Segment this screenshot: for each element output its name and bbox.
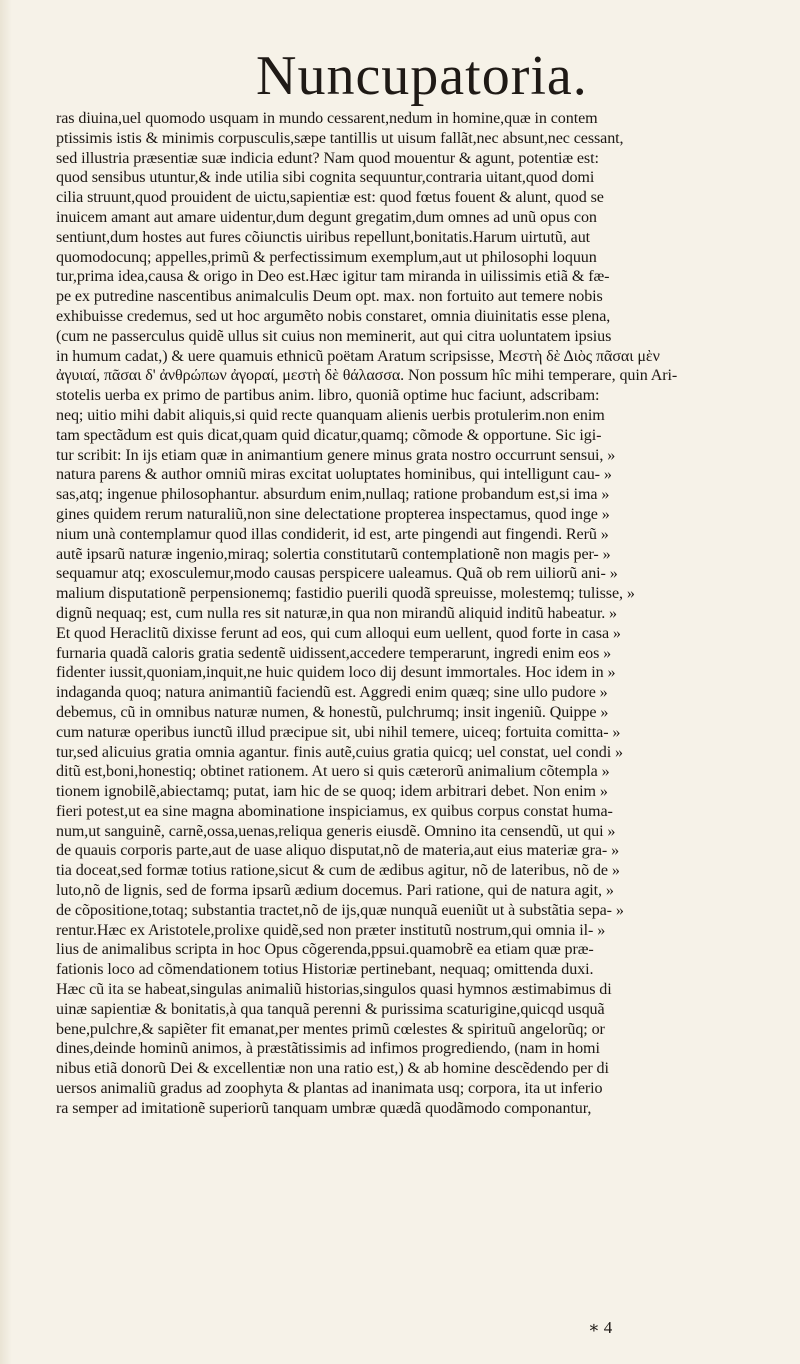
- text-line: num,ut sanguinẽ, carnẽ,ossa,uenas,reliqua generis eiusdẽ. Omnino ita censendũ, ut qui »: [56, 822, 616, 840]
- page-edge-shadow: [0, 0, 12, 1364]
- text-line: tur scribit: In ijs etiam quæ in animantium genere minus grata nostro occurrunt sensui, »: [56, 446, 616, 464]
- text-line: indaganda quoq; natura animantiũ faciendũ est. Aggredi enim quæq; sine ullo pudore »: [56, 684, 608, 702]
- text-line: ptissimis istis & minimis corpusculis,sæpe tantillis ut uisum fallãt,nec absunt,nec cessant,: [56, 129, 624, 147]
- text-line: uinæ sapientiæ & bonitatis,à qua tanquã perenni & purissima scaturigine,quicqd usquã: [56, 1000, 605, 1018]
- text-line: de quauis corporis parte,aut de uase aliquo disputat,nõ de materia,aut eius materiæ gra- »: [56, 842, 620, 860]
- text-line: malium disputationẽ perpensionemq; fastidio puerili quodã spreuisse, molestemq; tulisse, »: [56, 585, 635, 603]
- text-line: sequamur atq; exosculemur,modo causas perspicere ualeamus. Quã ob rem uiliorũ ani- »: [56, 565, 618, 583]
- text-line: tionem ignobilẽ,abiectamq; putat, iam hic de se quoq; idem arbitrari debet. Non enim »: [56, 783, 608, 801]
- text-line: neq; uitio mihi dabit aliquis,si quid recte quanquam alienis uerbis protulerim.non enim: [56, 406, 605, 424]
- text-line: cum naturæ operibus iunctũ illud præcipue sit, ubi nihil temere, uiceq; fortuita comitta- »: [56, 723, 621, 741]
- text-line: inuicem amant aut amare uidentur,dum degunt gregatim,dum omnes ad unũ opus con: [56, 208, 597, 226]
- text-line: ditũ est,boni,honestiq; obtinet rationem. At uero si quis cæterorũ animalium cõtempla »: [56, 763, 610, 781]
- text-line: lius de animalibus scripta in hoc Opus cõgerenda,ppsui.quamobrẽ ea etiam quæ præ-: [56, 941, 594, 959]
- text-line: pe ex putredine nascentibus animalculis Deum opt. max. non fortuito aut temere nobis: [56, 288, 603, 306]
- text-line: natura parens & author omniũ miras excitat uoluptates hominibus, qui intelligunt cau- »: [56, 466, 612, 484]
- text-line: quod sensibus utuntur,& inde utilia sibi cognita sequuntur,contraria uitant,quod domi: [56, 169, 595, 187]
- text-line: luto,nõ de lignis, sed de forma ipsarũ ædium docemus. Pari ratione, qui de natura agit, »: [56, 882, 614, 900]
- text-line: ra semper ad imitationẽ superiorũ tanquam umbræ quædã quodãmodo componantur,: [56, 1099, 592, 1117]
- text-line: tur,sed alicuius gratia omnia agantur. finis autẽ,cuius gratia quicq; uel constat, uel condi »: [56, 743, 623, 761]
- text-line: in humum cadat,) & uere quamuis ethnicũ poëtam Aratum scripsisse, Μεστὴ δὲ Διὸς πᾶσαι μὲν: [56, 347, 660, 365]
- text-line: sed illustria præsentiæ suæ indicia edunt? Nam quod mouentur & agunt, potentiæ est:: [56, 149, 599, 167]
- text-block: [56, 109, 792, 1119]
- text-line: tia doceat,sed formæ totius ratione,sicut & cum de ædibus agitur, nõ de lateribus, nõ de »: [56, 862, 620, 880]
- text-line: stotelis uerba ex primo de partibus anim. libro, quoniã optime huc faciunt, adscribam:: [56, 387, 600, 405]
- text-line: tur,prima idea,causa & origo in Deo est.Hæc igitur tam miranda in uilissimis etiã & fæ-: [56, 268, 610, 286]
- text-line: furnaria quadã caloris gratia sedentẽ uidissent,accedere temperarunt, ingredi enim eos »: [56, 644, 612, 662]
- text-line: fieri potest,ut ea sine magna abominatione inspiciamus, ex quibus corpus constat huma-: [56, 802, 613, 820]
- page-title: Nuncupatoria.: [256, 45, 588, 107]
- text-line: exhibuisse credemus, sed ut hoc argumẽto nobis constaret, omnia diuinitatis esse plena,: [56, 307, 611, 325]
- text-line: cilia struunt,quod prouident de uictu,sapientiæ est: quod fœtus fouent & alunt, quod se: [56, 189, 604, 207]
- text-line: dignũ nequaq; est, cum nulla res sit naturæ,in qua non mirandũ aliquid inditũ habeatur. »: [56, 604, 617, 622]
- text-line: dines,deinde hominũ animos, à præstãtissimis ad infimos progrediendo, (nam in homi: [56, 1040, 600, 1058]
- text-line: rentur.Hæc ex Aristotele,prolixe quidẽ,sed non præter institutũ nostrum,qui omnia il- »: [56, 921, 606, 939]
- text-line: sentiunt,dum hostes aut fures cõiunctis uiribus repellunt,bonitatis.Harum uirtutũ, aut: [56, 228, 591, 246]
- text-line: nium unà contemplamur quod illas condiderit, id est, arte pingendi aut fingendi. Rerũ »: [56, 525, 609, 543]
- text-line: Hæc cũ ita se habeat,singulas animaliũ historias,singulos quasi hymnos æstimabimus di: [56, 981, 612, 999]
- text-line: gines quidem rerum naturaliũ,non sine delectatione propterea inspectamus, quod inge »: [56, 505, 610, 523]
- text-line: tam spectãdum est quis dicat,quam quid dicatur,quamq; cõmode & opportune. Sic igi-: [56, 426, 602, 444]
- text-line: de cõpositione,totaq; substantia tractet,nõ de ijs,quæ nunquã eueniũt ut à substãtia sepa- »: [56, 901, 624, 919]
- text-line: debemus, cũ in omnibus naturæ numen, & honestũ, pulchrumq; insit ingeniũ. Quippe »: [56, 703, 609, 721]
- text-line: ἀγυιαί, πᾶσαι δ' ἀνθρώπων ἀγοραί, μεστὴ δὲ θάλασσα. Non possum hîc mihi temperare, quin Ari-: [56, 367, 678, 385]
- text-line: bene,pulchre,& sapiẽter fit emanat,per mentes primũ cœlestes & spirituũ angelorũq; or: [56, 1020, 605, 1038]
- text-line: (cum ne passerculus quidẽ ullus sit cuius non meminerit, aut qui citra uoluntatem ipsius: [56, 327, 612, 345]
- text-line: sas,atq; ingenue philosophantur. absurdum enim,nullaq; ratione probandum est,si ima »: [56, 486, 610, 504]
- text-line: uersos animaliũ gradus ad zoophyta & plantas ad inanimata usq; corpora, ita ut inferio: [56, 1080, 603, 1098]
- text-line: Et quod Heraclitũ dixisse ferunt ad eos, qui cum alloqui eum uellent, quod forte in casa »: [56, 624, 621, 642]
- text-line: fidenter iussit,quoniam,inquit,ne huic quidem loco dij desunt immortales. Hoc idem in »: [56, 664, 616, 682]
- signature-mark: ∗ 4: [588, 1318, 613, 1337]
- text-line: nibus etiã donorũ Dei & excellentiæ non una ratio est,) & ab homine descẽdendo per di: [56, 1060, 609, 1078]
- text-line: fationis loco ad cõmendationem totius Historiæ pertinebant, nequaq; omittenda duxi.: [56, 961, 594, 979]
- text-line: quomodocunq; appelles,primũ & perfectissimum exemplum,aut ut philosophi loquun: [56, 248, 597, 266]
- text-line: autẽ ipsarũ naturæ ingenio,miraq; solertia constitutarũ contemplationẽ non magis per- »: [56, 545, 611, 563]
- text-line: ras diuina,uel quomodo usquam in mundo cessarent,nedum in homine,quæ in contem: [56, 110, 598, 127]
